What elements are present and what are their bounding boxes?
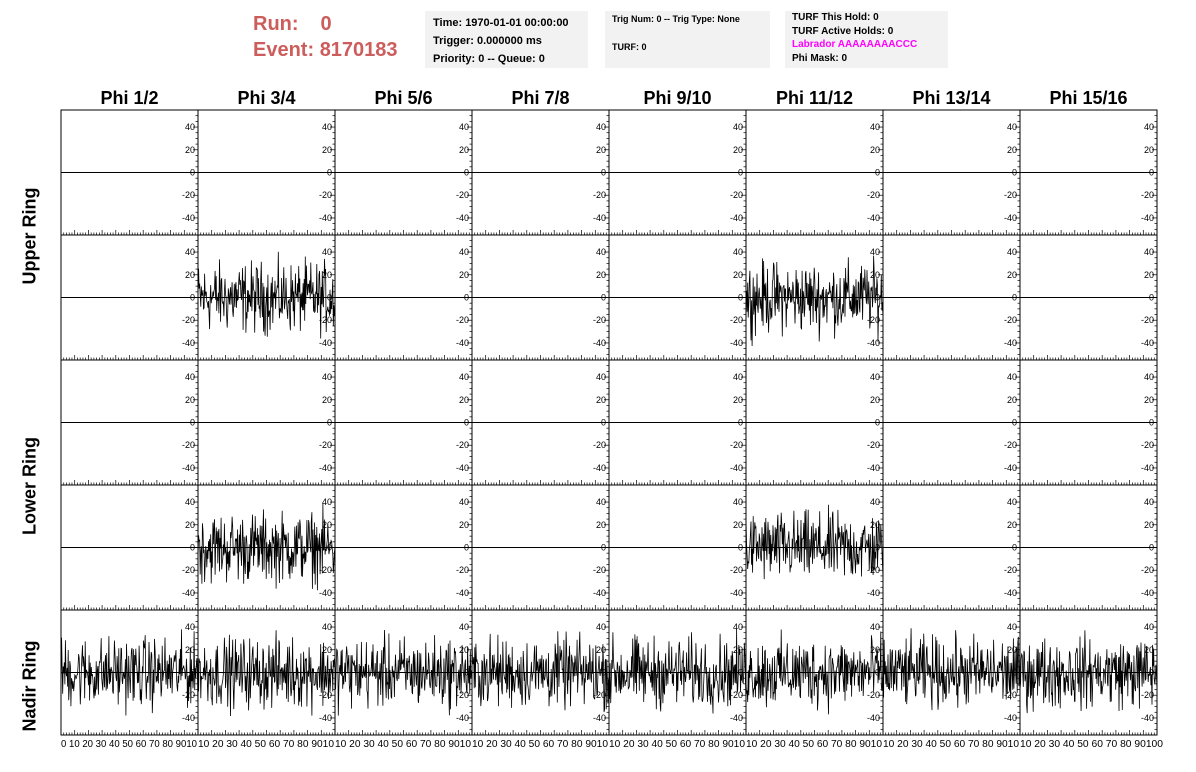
- y-tick-label-r2-c6-4: 40: [869, 247, 880, 258]
- y-tick-label-r2-c2-0: -40: [318, 337, 332, 348]
- time-text: Time: 1970-01-01 00:00:00: [433, 17, 569, 29]
- y-tick-label-r1-c6-3: 20: [869, 144, 880, 155]
- y-tick-label-r2-c7-1: -20: [1003, 315, 1017, 326]
- y-tick-label-r1-c8-2: 0: [1148, 167, 1154, 178]
- y-tick-label-r5-c5-1: -20: [729, 690, 743, 701]
- y-tick-label-r2-c6-3: 20: [869, 269, 880, 280]
- waveform-trace-r5-c8: [1020, 630, 1157, 713]
- row-label-upper-ring: Upper Ring: [19, 187, 40, 285]
- y-tick-label-r4-c2-3: 20: [321, 519, 332, 530]
- y-tick-label-r5-c4-0: -40: [592, 712, 606, 723]
- y-tick-label-r1-c7-4: 40: [1006, 122, 1017, 133]
- y-tick-label-r3-c6-3: 20: [869, 394, 880, 405]
- y-tick-label-r4-c1-4: 40: [184, 497, 195, 508]
- y-tick-label-r1-c2-3: 20: [321, 144, 332, 155]
- y-tick-label-r3-c6-2: 0: [874, 417, 880, 428]
- y-tick-label-r2-c5-1: -20: [729, 315, 743, 326]
- y-tick-label-r3-c3-4: 40: [458, 372, 469, 383]
- y-tick-label-r1-c8-4: 40: [1143, 122, 1154, 133]
- y-tick-label-r2-c2-1: -20: [318, 315, 332, 326]
- y-tick-label-r5-c6-1: -20: [866, 690, 880, 701]
- y-tick-label-r4-c7-3: 20: [1006, 519, 1017, 530]
- y-tick-label-r1-c6-4: 40: [869, 122, 880, 133]
- y-tick-label-r4-c3-3: 20: [458, 519, 469, 530]
- y-tick-label-r2-c3-1: -20: [455, 315, 469, 326]
- y-tick-label-r1-c3-3: 20: [458, 144, 469, 155]
- y-tick-label-r3-c7-4: 40: [1006, 372, 1017, 383]
- y-tick-label-r4-c1-3: 20: [184, 519, 195, 530]
- y-tick-label-r4-c3-1: -20: [455, 565, 469, 576]
- y-tick-label-r2-c1-4: 40: [184, 247, 195, 258]
- y-tick-label-r3-c4-3: 20: [595, 394, 606, 405]
- y-tick-label-r4-c6-1: -20: [866, 565, 880, 576]
- y-tick-label-r2-c7-3: 20: [1006, 269, 1017, 280]
- y-tick-label-r5-c5-0: -40: [729, 712, 743, 723]
- y-tick-label-r5-c8-2: 0: [1148, 667, 1154, 678]
- y-tick-label-r3-c7-2: 0: [1011, 417, 1017, 428]
- y-tick-label-r1-c2-2: 0: [326, 167, 332, 178]
- y-tick-label-r5-c4-3: 20: [595, 644, 606, 655]
- x-tick-labels-col-2: 10 20 30 40 50 60 70 80 9010: [198, 739, 335, 750]
- column-header-phi-3-4: Phi 3/4: [237, 88, 296, 108]
- y-tick-label-r1-c7-2: 0: [1011, 167, 1017, 178]
- y-tick-label-r1-c5-2: 0: [737, 167, 743, 178]
- y-tick-label-r3-c1-2: 0: [189, 417, 195, 428]
- y-tick-label-r3-c4-0: -40: [592, 462, 606, 473]
- y-tick-label-r2-c5-4: 40: [732, 247, 743, 258]
- y-tick-label-r3-c2-3: 20: [321, 394, 332, 405]
- y-tick-label-r1-c6-0: -40: [866, 212, 880, 223]
- y-tick-label-r4-c6-4: 40: [869, 497, 880, 508]
- y-tick-label-r1-c3-1: -20: [455, 190, 469, 201]
- y-tick-label-r4-c5-2: 0: [737, 542, 743, 553]
- y-tick-label-r4-c4-4: 40: [595, 497, 606, 508]
- y-tick-label-r3-c2-2: 0: [326, 417, 332, 428]
- y-tick-label-r4-c5-1: -20: [729, 565, 743, 576]
- y-tick-label-r3-c3-2: 0: [463, 417, 469, 428]
- y-tick-label-r2-c4-1: -20: [592, 315, 606, 326]
- labrador-text: Labrador AAAAAAAACCC: [792, 39, 918, 50]
- y-tick-label-r2-c2-4: 40: [321, 247, 332, 258]
- y-tick-label-r3-c6-1: -20: [866, 440, 880, 451]
- y-tick-label-r3-c8-2: 0: [1148, 417, 1154, 428]
- y-tick-label-r3-c8-3: 20: [1143, 394, 1154, 405]
- y-tick-label-r1-c2-4: 40: [321, 122, 332, 133]
- x-tick-labels-col-8: 10 20 30 40 50 60 70 80 90100: [1020, 739, 1164, 750]
- y-tick-label-r5-c8-0: -40: [1140, 712, 1154, 723]
- y-tick-label-r4-c1-1: -20: [181, 565, 195, 576]
- y-tick-label-r3-c1-4: 40: [184, 372, 195, 383]
- y-tick-label-r5-c2-3: 20: [321, 644, 332, 655]
- y-tick-label-r1-c1-1: -20: [181, 190, 195, 201]
- x-tick-labels-col-1: 0 10 20 30 40 50 60 70 80 9010: [61, 739, 198, 750]
- phi-mask-text: Phi Mask: 0: [792, 52, 848, 64]
- y-tick-label-r1-c4-1: -20: [592, 190, 606, 201]
- run-label: Run:: [253, 13, 299, 35]
- y-tick-label-r3-c5-0: -40: [729, 462, 743, 473]
- y-tick-label-r1-c1-3: 20: [184, 144, 195, 155]
- column-header-phi-15-16: Phi 15/16: [1049, 88, 1128, 108]
- y-tick-label-r1-c3-0: -40: [455, 212, 469, 223]
- y-tick-label-r5-c3-1: -20: [455, 690, 469, 701]
- y-tick-label-r4-c3-2: 0: [463, 542, 469, 553]
- y-tick-label-r4-c3-0: -40: [455, 587, 469, 598]
- y-tick-label-r2-c8-2: 0: [1148, 292, 1154, 303]
- y-tick-label-r5-c2-4: 40: [321, 622, 332, 633]
- y-tick-label-r3-c6-0: -40: [866, 462, 880, 473]
- y-tick-label-r3-c2-0: -40: [318, 462, 332, 473]
- y-tick-label-r5-c4-1: -20: [592, 690, 606, 701]
- row-label-nadir-ring: Nadir Ring: [19, 640, 40, 732]
- y-tick-label-r1-c8-1: -20: [1140, 190, 1154, 201]
- y-tick-label-r1-c7-1: -20: [1003, 190, 1017, 201]
- y-tick-label-r2-c1-0: -40: [181, 337, 195, 348]
- y-tick-label-r2-c7-2: 0: [1011, 292, 1017, 303]
- y-tick-label-r4-c5-0: -40: [729, 587, 743, 598]
- y-tick-label-r3-c2-1: -20: [318, 440, 332, 451]
- x-tick-labels-col-6: 10 20 30 40 50 60 70 80 9010: [746, 739, 883, 750]
- y-tick-label-r5-c3-0: -40: [455, 712, 469, 723]
- y-tick-label-r5-c6-0: -40: [866, 712, 880, 723]
- x-tick-labels-col-7: 10 20 30 40 50 60 70 80 9010: [883, 739, 1020, 750]
- y-tick-label-r3-c3-3: 20: [458, 394, 469, 405]
- y-tick-label-r3-c5-2: 0: [737, 417, 743, 428]
- waveform-trace-r5-c7: [883, 628, 1020, 710]
- y-tick-label-r2-c7-4: 40: [1006, 247, 1017, 258]
- y-tick-label-r1-c7-3: 20: [1006, 144, 1017, 155]
- y-tick-label-r4-c3-4: 40: [458, 497, 469, 508]
- y-tick-label-r3-c7-1: -20: [1003, 440, 1017, 451]
- y-tick-label-r1-c5-3: 20: [732, 144, 743, 155]
- y-tick-label-r1-c2-0: -40: [318, 212, 332, 223]
- waveform-trace-r5-c4: [472, 631, 609, 712]
- y-tick-label-r2-c2-3: 20: [321, 269, 332, 280]
- y-tick-label-r5-c1-0: -40: [181, 712, 195, 723]
- y-tick-label-r2-c2-2: 0: [326, 292, 332, 303]
- y-tick-label-r2-c4-2: 0: [600, 292, 606, 303]
- y-tick-label-r1-c3-2: 0: [463, 167, 469, 178]
- y-tick-label-r3-c2-4: 40: [321, 372, 332, 383]
- y-tick-label-r2-c6-0: -40: [866, 337, 880, 348]
- y-tick-label-r1-c6-1: -20: [866, 190, 880, 201]
- y-tick-label-r1-c2-1: -20: [318, 190, 332, 201]
- y-tick-label-r4-c8-3: 20: [1143, 519, 1154, 530]
- y-tick-label-r3-c1-3: 20: [184, 394, 195, 405]
- y-tick-label-r3-c8-1: -20: [1140, 440, 1154, 451]
- y-tick-label-r2-c1-1: -20: [181, 315, 195, 326]
- waveform-trace-r4-c2: [198, 503, 335, 590]
- y-tick-label-r2-c1-3: 20: [184, 269, 195, 280]
- y-tick-label-r4-c1-2: 0: [189, 542, 195, 553]
- column-header-phi-5-6: Phi 5/6: [374, 88, 433, 108]
- y-tick-label-r1-c3-4: 40: [458, 122, 469, 133]
- waveform-trace-r2-c2: [198, 252, 335, 339]
- y-tick-label-r1-c5-1: -20: [729, 190, 743, 201]
- y-tick-label-r4-c8-2: 0: [1148, 542, 1154, 553]
- waveform-trace-r4-c6: [746, 505, 883, 579]
- turf-active-holds-text: TURF Active Holds: 0: [792, 25, 894, 37]
- y-tick-label-r5-c1-3: 20: [184, 644, 195, 655]
- y-tick-label-r3-c7-0: -40: [1003, 462, 1017, 473]
- y-tick-label-r3-c8-4: 40: [1143, 372, 1154, 383]
- waveform-trace-r2-c6: [746, 256, 883, 346]
- y-tick-label-r5-c1-2: 0: [189, 667, 195, 678]
- y-tick-label-r1-c4-3: 20: [595, 144, 606, 155]
- y-tick-label-r1-c5-0: -40: [729, 212, 743, 223]
- y-tick-label-r4-c2-1: -20: [318, 565, 332, 576]
- trigger-text: Trigger: 0.000000 ms: [433, 35, 542, 47]
- y-tick-label-r3-c6-4: 40: [869, 372, 880, 383]
- y-tick-label-r5-c5-4: 40: [732, 622, 743, 633]
- y-tick-label-r4-c2-2: 0: [326, 542, 332, 553]
- waveform-trace-r5-c5: [609, 629, 746, 713]
- y-tick-label-r5-c7-3: 20: [1006, 644, 1017, 655]
- y-tick-label-r4-c2-4: 40: [321, 497, 332, 508]
- y-tick-label-r1-c6-2: 0: [874, 167, 880, 178]
- y-tick-label-r3-c3-0: -40: [455, 462, 469, 473]
- y-tick-label-r2-c3-3: 20: [458, 269, 469, 280]
- y-tick-label-r1-c8-0: -40: [1140, 212, 1154, 223]
- column-header-phi-11-12: Phi 11/12: [775, 88, 854, 108]
- y-tick-label-r3-c5-4: 40: [732, 372, 743, 383]
- y-tick-label-r2-c8-0: -40: [1140, 337, 1154, 348]
- y-tick-label-r5-c3-3: 20: [458, 644, 469, 655]
- y-tick-label-r4-c4-1: -20: [592, 565, 606, 576]
- y-tick-label-r4-c2-0: -40: [318, 587, 332, 598]
- y-tick-label-r5-c2-1: -20: [318, 690, 332, 701]
- y-tick-label-r5-c2-2: 0: [326, 667, 332, 678]
- y-tick-label-r1-c4-0: -40: [592, 212, 606, 223]
- y-tick-label-r2-c8-3: 20: [1143, 269, 1154, 280]
- y-tick-label-r5-c5-2: 0: [737, 667, 743, 678]
- y-tick-label-r4-c4-2: 0: [600, 542, 606, 553]
- column-header-phi-1-2: Phi 1/2: [100, 88, 159, 108]
- y-tick-label-r3-c1-1: -20: [181, 440, 195, 451]
- y-tick-label-r1-c7-0: -40: [1003, 212, 1017, 223]
- y-tick-label-r5-c6-2: 0: [874, 667, 880, 678]
- y-tick-label-r5-c8-3: 20: [1143, 644, 1154, 655]
- y-tick-label-r2-c5-2: 0: [737, 292, 743, 303]
- x-tick-labels-col-3: 10 20 30 40 50 60 70 80 9010: [335, 739, 472, 750]
- y-tick-label-r5-c7-0: -40: [1003, 712, 1017, 723]
- y-tick-label-r4-c1-0: -40: [181, 587, 195, 598]
- y-tick-label-r2-c6-1: -20: [866, 315, 880, 326]
- y-tick-label-r5-c6-3: 20: [869, 644, 880, 655]
- y-tick-label-r2-c4-0: -40: [592, 337, 606, 348]
- y-tick-label-r5-c7-2: 0: [1011, 667, 1017, 678]
- y-tick-label-r4-c8-0: -40: [1140, 587, 1154, 598]
- y-tick-label-r3-c4-4: 40: [595, 372, 606, 383]
- y-tick-label-r5-c6-4: 40: [869, 622, 880, 633]
- y-tick-label-r4-c7-2: 0: [1011, 542, 1017, 553]
- run-value: 0: [320, 13, 332, 35]
- y-tick-label-r5-c5-3: 20: [732, 644, 743, 655]
- y-tick-label-r1-c4-4: 40: [595, 122, 606, 133]
- y-tick-label-r1-c1-4: 40: [184, 122, 195, 133]
- y-tick-label-r3-c8-0: -40: [1140, 462, 1154, 473]
- y-tick-label-r2-c5-3: 20: [732, 269, 743, 280]
- y-tick-label-r2-c5-0: -40: [729, 337, 743, 348]
- event-value: 8170183: [319, 39, 398, 61]
- y-tick-label-r5-c4-2: 0: [600, 667, 606, 678]
- y-tick-label-r2-c3-0: -40: [455, 337, 469, 348]
- y-tick-label-r1-c8-3: 20: [1143, 144, 1154, 155]
- priority-text: Priority: 0 -- Queue: 0: [433, 53, 545, 65]
- y-tick-label-r1-c4-2: 0: [600, 167, 606, 178]
- y-tick-label-r3-c5-3: 20: [732, 394, 743, 405]
- y-tick-label-r4-c4-3: 20: [595, 519, 606, 530]
- y-tick-label-r4-c8-1: -20: [1140, 565, 1154, 576]
- column-header-phi-9-10: Phi 9/10: [643, 88, 712, 108]
- y-tick-label-r2-c6-2: 0: [874, 292, 880, 303]
- y-tick-label-r5-c3-2: 0: [463, 667, 469, 678]
- y-tick-label-r4-c4-0: -40: [592, 587, 606, 598]
- column-header-phi-7-8: Phi 7/8: [511, 88, 570, 108]
- y-tick-label-r1-c1-2: 0: [189, 167, 195, 178]
- y-tick-label-r2-c8-1: -20: [1140, 315, 1154, 326]
- y-tick-label-r5-c7-1: -20: [1003, 690, 1017, 701]
- y-tick-label-r4-c7-4: 40: [1006, 497, 1017, 508]
- y-tick-label-r4-c5-4: 40: [732, 497, 743, 508]
- y-tick-label-r5-c1-1: -20: [181, 690, 195, 701]
- y-tick-label-r4-c6-2: 0: [874, 542, 880, 553]
- column-header-phi-13-14: Phi 13/14: [912, 88, 991, 108]
- x-tick-labels-col-4: 10 20 30 40 50 60 70 80 9010: [472, 739, 609, 750]
- y-tick-label-r4-c7-0: -40: [1003, 587, 1017, 598]
- y-tick-label-r2-c1-2: 0: [189, 292, 195, 303]
- turf-this-hold-text: TURF This Hold: 0: [792, 12, 879, 23]
- y-tick-label-r3-c4-2: 0: [600, 417, 606, 428]
- y-tick-label-r4-c6-0: -40: [866, 587, 880, 598]
- y-tick-label-r4-c6-3: 20: [869, 519, 880, 530]
- y-tick-label-r2-c3-4: 40: [458, 247, 469, 258]
- y-tick-label-r5-c4-4: 40: [595, 622, 606, 633]
- y-tick-label-r5-c7-4: 40: [1006, 622, 1017, 633]
- y-tick-label-r5-c8-1: -20: [1140, 690, 1154, 701]
- y-tick-label-r3-c5-1: -20: [729, 440, 743, 451]
- y-tick-label-r2-c8-4: 40: [1143, 247, 1154, 258]
- trig-num-text: Trig Num: 0 -- Trig Type: None: [612, 14, 740, 24]
- y-tick-label-r5-c8-4: 40: [1143, 622, 1154, 633]
- y-tick-label-r3-c3-1: -20: [455, 440, 469, 451]
- event-label: Event:: [253, 39, 315, 61]
- x-tick-labels-col-5: 10 20 30 40 50 60 70 80 9010: [609, 739, 746, 750]
- turf-text: TURF: 0: [612, 42, 647, 52]
- y-tick-label-r5-c1-4: 40: [184, 622, 195, 633]
- y-tick-label-r2-c4-3: 20: [595, 269, 606, 280]
- y-tick-label-r4-c5-3: 20: [732, 519, 743, 530]
- row-label-lower-ring: Lower Ring: [19, 437, 40, 535]
- y-tick-label-r2-c3-2: 0: [463, 292, 469, 303]
- waveform-trace-r5-c2: [198, 630, 335, 716]
- y-tick-label-r1-c1-0: -40: [181, 212, 195, 223]
- y-tick-label-r2-c4-4: 40: [595, 247, 606, 258]
- y-tick-label-r2-c7-0: -40: [1003, 337, 1017, 348]
- waveform-trace-r5-c6: [746, 630, 883, 715]
- y-tick-label-r3-c7-3: 20: [1006, 394, 1017, 405]
- y-tick-label-r3-c1-0: -40: [181, 462, 195, 473]
- y-tick-label-r5-c2-0: -40: [318, 712, 332, 723]
- y-tick-label-r4-c8-4: 40: [1143, 497, 1154, 508]
- y-tick-label-r3-c4-1: -20: [592, 440, 606, 451]
- y-tick-label-r4-c7-1: -20: [1003, 565, 1017, 576]
- y-tick-label-r5-c3-4: 40: [458, 622, 469, 633]
- y-tick-label-r1-c5-4: 40: [732, 122, 743, 133]
